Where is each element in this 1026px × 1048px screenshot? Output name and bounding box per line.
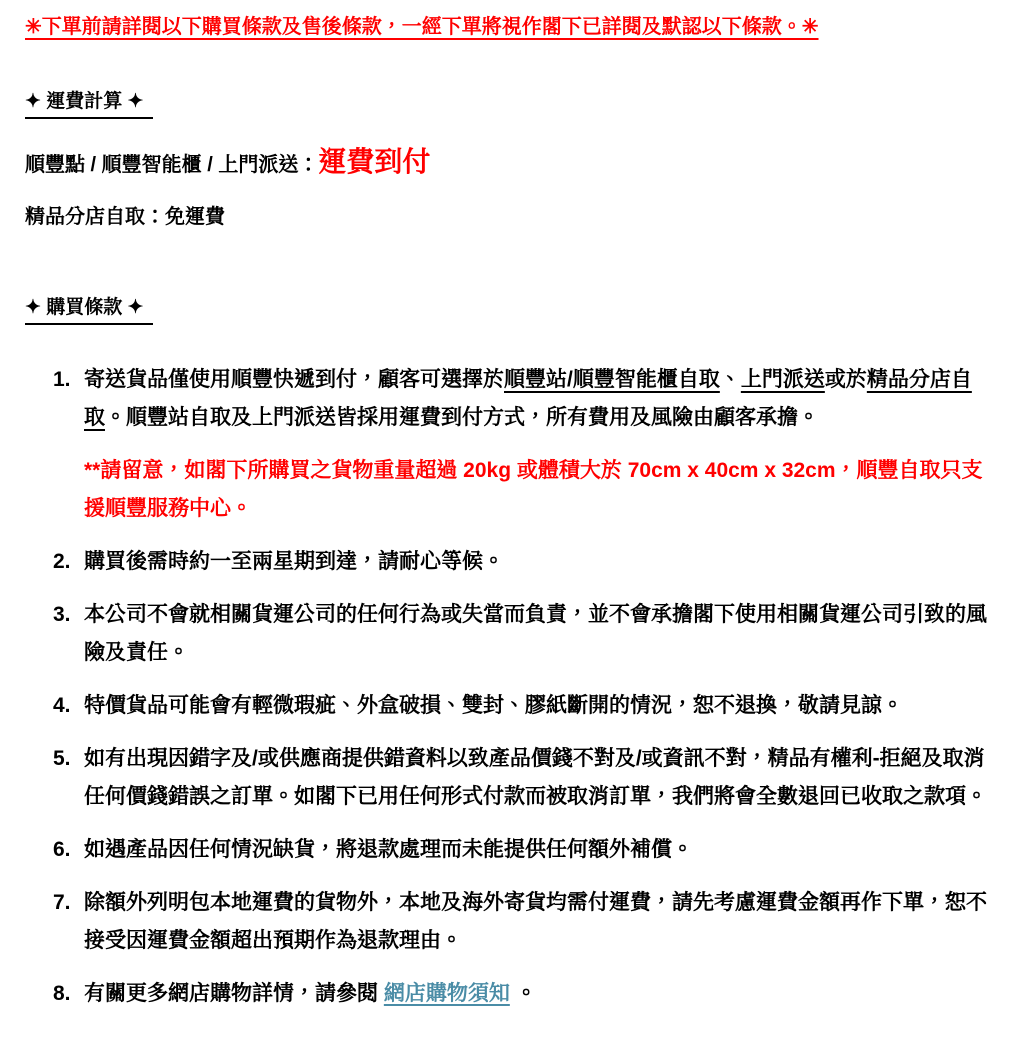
- store-pickup-line: 精品分店自取：免運費: [25, 206, 225, 228]
- term8-seg1: 有關更多網店購物詳情，請參閱: [84, 982, 384, 1005]
- term-body-3: [84, 596, 988, 672]
- top-notice: [25, 14, 988, 40]
- term-text-2: 購買後需時約一至兩星期到達，請耐心等候。: [84, 550, 504, 573]
- terms-list: [25, 361, 988, 1013]
- term-marker-7: 7.: [53, 891, 71, 914]
- terms-section-heading-text: ✦ 購買條款 ✦: [25, 292, 153, 325]
- shipping-methods-line: [25, 145, 988, 182]
- term-body-1: [84, 361, 988, 528]
- shipping-section-heading: [25, 86, 988, 119]
- term-item-4: [53, 687, 988, 725]
- term-item-2: [53, 543, 988, 581]
- term-marker-5: 5.: [53, 747, 71, 770]
- term-item-1: [53, 361, 988, 528]
- term-text-4: 特價貨品可能會有輕微瑕疵、外盒破損、雙封、膠紙斷開的情況，恕不退換，敬請見諒。: [84, 694, 903, 717]
- term-item-5: [53, 740, 988, 816]
- term1-seg1: 寄送貨品僅使用順豐快遞到付，顧客可選擇於: [84, 368, 504, 391]
- shipping-methods-label: 順豐點 / 順豐智能櫃 / 上門派送：: [25, 154, 319, 176]
- term-text-5: 如有出現因錯字及/或供應商提供錯資料以致產品價錢不對及/或資訊不對，精品有權利-拒絕及取消任何價錢錯誤之訂單。如閣下已用任何形式付款而被取消訂單，我們將會全數退回已收取之款項。: [84, 747, 987, 808]
- store-guide-link[interactable]: 網店購物須知: [383, 982, 510, 1005]
- term-item-6: [53, 831, 988, 869]
- term-marker-3: 3.: [53, 603, 71, 626]
- term-body-5: [84, 740, 988, 816]
- term-text-1: [84, 361, 988, 437]
- term1-underline-store-pickup: 精品分店自取: [84, 368, 972, 429]
- term1-seg3: 或於: [824, 368, 867, 391]
- term-marker-4: 4.: [53, 694, 71, 717]
- oversize-weight-note: **請留意，如閣下所購買之貨物重量超過 20kg 或體積大於 70cm x 40cm x 32cm，順豐自取只支援順豐服務中心。: [84, 459, 983, 520]
- top-notice-text: ✳下單前請詳閱以下購買條款及售後條款，一經下單將視作閣下已詳閱及默認以下條款。✳: [25, 16, 819, 38]
- term-text-3: 本公司不會就相關貨運公司的任何行為或失當而負責，並不會承擔閣下使用相關貨運公司引致的風險及責任。: [84, 603, 987, 664]
- term-body-8: [84, 975, 988, 1013]
- term1-underline-home-delivery: 上門派送: [740, 368, 825, 391]
- term-text-7: 除額外列明包本地運費的貨物外，本地及海外寄貨均需付運費，請先考慮運費金額再作下單，恕不接受因運費金額超出預期作為退款理由。: [84, 891, 987, 952]
- shipping-cod-value: 運費到付: [318, 146, 431, 177]
- term-text-6: 如遇產品因任何情況缺貨，將退款處理而未能提供任何額外補償。: [84, 838, 693, 861]
- term-item-8: [53, 975, 988, 1013]
- term-body-4: [84, 687, 988, 725]
- term-marker-6: 6.: [53, 838, 71, 861]
- term1-underline-sf-station: 順豐站/順豐智能櫃自取: [504, 368, 720, 391]
- term-text-8: [84, 975, 988, 1013]
- terms-section-heading: [25, 292, 988, 325]
- term-body-7: [84, 884, 988, 960]
- term-marker-1: 1.: [53, 368, 71, 391]
- term8-seg2: 。: [509, 982, 537, 1005]
- term-body-2: [84, 543, 988, 581]
- term1-seg2: 、: [719, 368, 741, 391]
- shipping-section-heading-text: ✦ 運費計算 ✦: [25, 86, 153, 119]
- term1-seg4: 。順豐站自取及上門派送皆採用運費到付方式，所有費用及風險由顧客承擔。: [105, 406, 819, 429]
- term-item-7: [53, 884, 988, 960]
- term-body-6: [84, 831, 988, 869]
- term-item-3: [53, 596, 988, 672]
- term-marker-8: 8.: [53, 982, 71, 1005]
- term-marker-2: 2.: [53, 550, 71, 573]
